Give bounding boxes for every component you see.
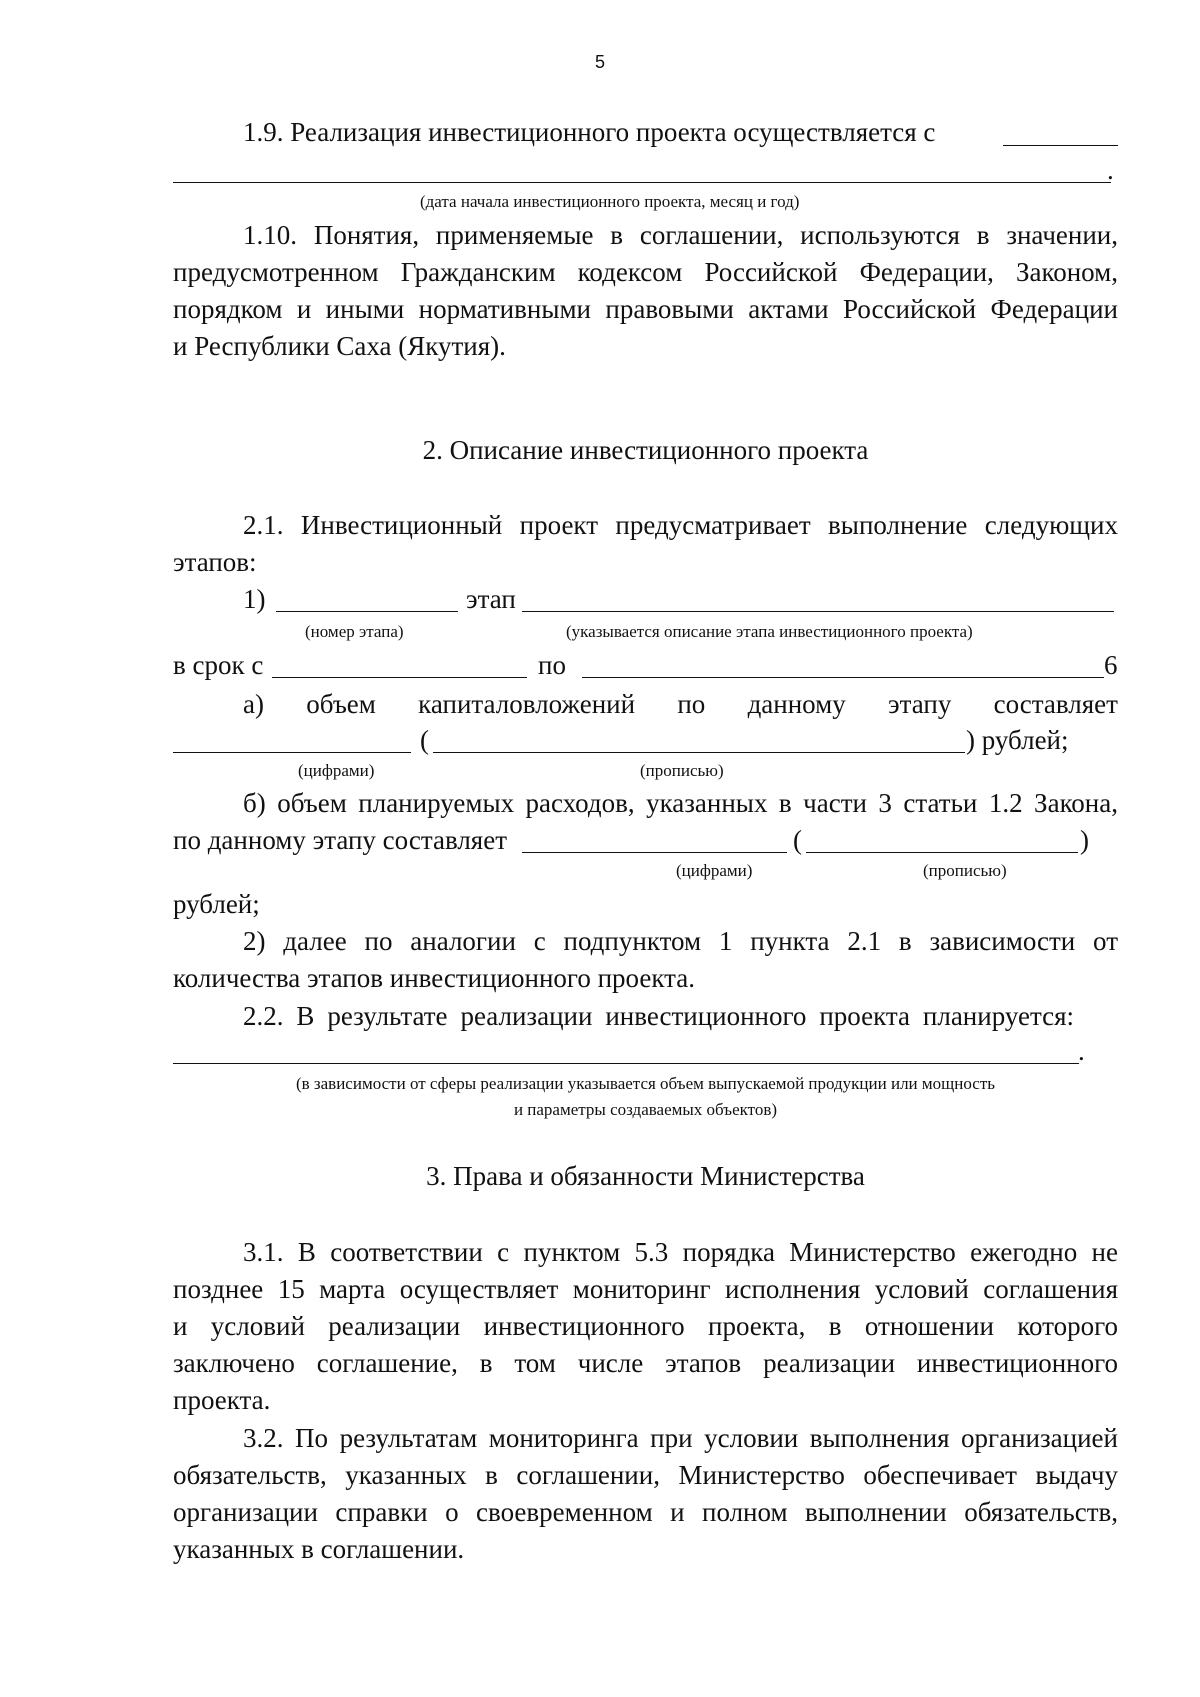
p22-end: . <box>1078 1036 1085 1066</box>
caption-digits-2: (цифрами) <box>676 861 753 880</box>
a-word-3: капиталовложений <box>418 689 636 719</box>
p31-line-5: проекта. <box>173 1385 271 1415</box>
caption-words-2: (прописью) <box>923 861 1007 880</box>
term-end-blank[interactable] <box>582 677 1104 678</box>
p22-result-blank[interactable] <box>173 1063 1079 1064</box>
capex-close: ) рублей; <box>966 725 1069 755</box>
caption-words: (прописью) <box>640 761 724 780</box>
a-line <box>243 686 1118 723</box>
p22-text: 2.2. В результате реализации инвестиционного проекта планируется: <box>243 1001 1074 1031</box>
item2-line-1: 2) далее по аналогии с подпунктом 1 пункта 2.1 в зависимости от <box>243 926 1118 956</box>
p19-end: . <box>1107 155 1114 185</box>
term-po: по <box>538 650 566 680</box>
p110-line-1: 1.10. Понятия, применяемые в соглашении, используются в значении, <box>243 220 1118 250</box>
p32-line-4: указанных в соглашении. <box>173 1534 465 1564</box>
caption-digits: (цифрами) <box>298 761 375 780</box>
p19-caption: (дата начала инвестиционного проекта, месяц и год) <box>420 192 800 211</box>
b-rub: рублей; <box>173 889 260 919</box>
b-line-2-prefix: по данному этапу составляет <box>173 825 508 855</box>
expenses-close-paren: ) <box>1080 825 1089 855</box>
p21-line-2: этапов: <box>173 547 257 577</box>
a-word-7: составляет <box>993 689 1118 719</box>
caption-stage-description: (указывается описание этапа инвестиционного проекта) <box>566 622 973 641</box>
p21-line-1: 2.1. Инвестиционный проект предусматривает выполнение следующих <box>243 510 1118 540</box>
a-word-1: а) <box>243 689 264 719</box>
a-word-4: по <box>677 689 706 719</box>
stage-number-blank[interactable] <box>276 611 458 612</box>
expenses-digits-blank[interactable] <box>522 852 787 853</box>
p110-line-3: порядком и иными нормативными правовыми актами Российской Федерации <box>173 294 1118 324</box>
a-word-2: объем <box>306 689 376 719</box>
p22-caption-2: и параметры создаваемых объектов) <box>513 1100 778 1119</box>
capex-words-blank[interactable] <box>433 752 965 753</box>
caption-stage-number: (номер этапа) <box>305 622 404 641</box>
item1-num: 1) <box>243 584 266 614</box>
expenses-open-paren: ( <box>793 825 802 855</box>
stage-description-blank[interactable] <box>522 611 1114 612</box>
item1-stage-word: этап <box>466 584 516 614</box>
item2-line-2: количества этапов инвестиционного проекта. <box>173 963 695 993</box>
capex-open-paren: ( <box>420 725 429 755</box>
term-start-blank[interactable] <box>272 677 527 678</box>
p32-line-1: 3.2. По результатам мониторинга при условии выполнения организацией <box>243 1423 1118 1453</box>
p19-blank-1[interactable] <box>1003 145 1118 146</box>
p19-text: 1.9. Реализация инвестиционного проекта осуществляется с <box>243 117 936 147</box>
a-word-5: данному <box>747 689 846 719</box>
p32-line-3: организации справки о своевременном и полном выполнении обязательств, <box>173 1497 1118 1527</box>
p31-line-4: заключено соглашение, в том числе этапов реализации инвестиционного <box>173 1348 1118 1378</box>
p32-line-2: обязательств, указанных в соглашении, Министерство обеспечивает выдачу <box>173 1460 1118 1490</box>
p22-caption-1: (в зависимости от сферы реализации указывается объем выпускаемой продукции или мощность <box>295 1074 996 1093</box>
page-number: 5 <box>594 52 605 72</box>
p110-line-2: предусмотренном Гражданским кодексом Российской Федерации, Законом, <box>173 257 1118 287</box>
term-footnote: 6 <box>1104 650 1118 680</box>
expenses-words-blank[interactable] <box>806 852 1078 853</box>
b-line-1: б) объем планируемых расходов, указанных в части 3 статьи 1.2 Закона, <box>243 788 1118 818</box>
p110-line-4: и Республики Саха (Якутия). <box>173 331 506 361</box>
section-3-title: 3. Права и обязанности Министерства <box>426 1161 865 1191</box>
p31-line-3: и условий реализации инвестиционного проекта, в отношении которого <box>173 1311 1118 1341</box>
p19-blank-2[interactable] <box>173 182 1111 183</box>
term-prefix: в срок с <box>173 650 264 680</box>
p31-line-2: позднее 15 марта осуществляет мониторинг исполнения условий соглашения <box>173 1274 1118 1304</box>
a-word-6: этапу <box>888 689 952 719</box>
p31-line-1: 3.1. В соответствии с пунктом 5.3 порядка Министерство ежегодно не <box>243 1237 1118 1267</box>
section-2-title: 2. Описание инвестиционного проекта <box>422 435 869 465</box>
capex-digits-blank[interactable] <box>173 752 411 753</box>
